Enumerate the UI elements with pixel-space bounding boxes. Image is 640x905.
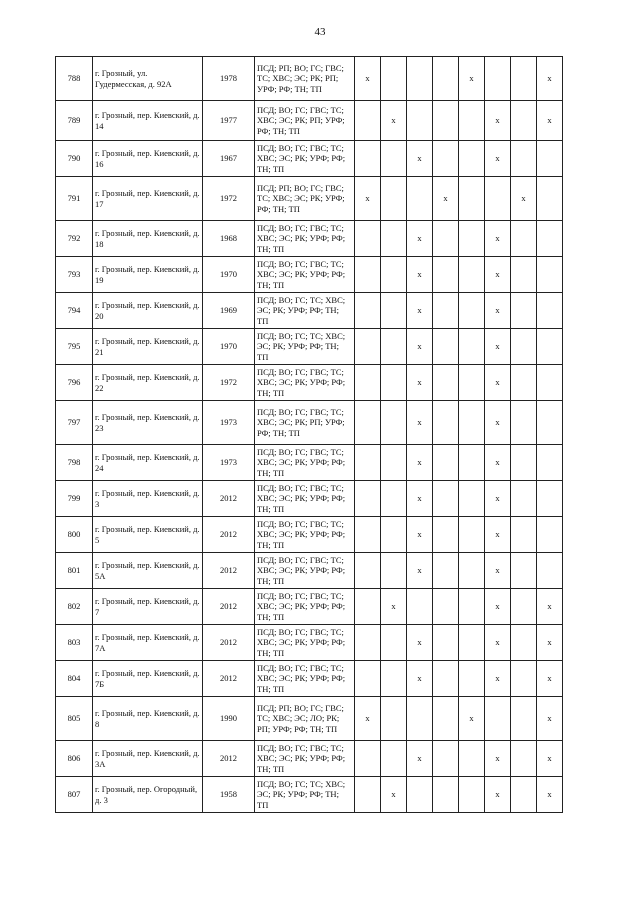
row-number-cell: 794 bbox=[56, 293, 93, 329]
mark-cell bbox=[355, 481, 381, 517]
row-number-cell: 797 bbox=[56, 401, 93, 445]
mark-cell: х bbox=[485, 517, 511, 553]
mark-cell: х bbox=[537, 101, 563, 141]
mark-cell: х bbox=[407, 481, 433, 517]
table-row bbox=[56, 329, 586, 365]
address-cell: г. Грозный, пер. Киевский, д. 8 bbox=[93, 697, 203, 741]
mark-cell bbox=[459, 177, 485, 221]
mark-cell bbox=[433, 553, 459, 589]
mark-cell bbox=[537, 553, 563, 589]
mark-cell bbox=[355, 101, 381, 141]
mark-cell: х bbox=[407, 401, 433, 445]
mark-cell bbox=[355, 553, 381, 589]
mark-cell bbox=[355, 257, 381, 293]
works-list-cell: ПСД; ВО; ГС; ГВС; ТС; ХВС; ЭС; РК; УРФ; РФ; ТН; ТП bbox=[255, 553, 355, 589]
works-list-cell: ПСД; ВО; ГС; ГВС; ТС; ХВС; ЭС; РК; УРФ; РФ; ТН; ТП bbox=[255, 445, 355, 481]
mark-cell bbox=[485, 697, 511, 741]
address-cell: г. Грозный, пер. Киевский, д. 5А bbox=[93, 553, 203, 589]
mark-cell bbox=[459, 741, 485, 777]
mark-cell bbox=[355, 517, 381, 553]
works-list-cell: ПСД; ВО; ГС; ГВС; ТС; ХВС; ЭС; РК; УРФ; РФ; ТН; ТП bbox=[255, 625, 355, 661]
mark-cell bbox=[433, 661, 459, 697]
works-list-cell: ПСД; ВО; ГС; ГВС; ТС; ХВС; ЭС; РК; УРФ; РФ; ТН; ТП bbox=[255, 141, 355, 177]
works-list-cell: ПСД; ВО; ГС; ГВС; ТС; ХВС; ЭС; РК; РП; УРФ; РФ; ТН; ТП bbox=[255, 401, 355, 445]
address-cell: г. Грозный, пер. Огородный, д. 3 bbox=[93, 777, 203, 813]
row-number-cell: 791 bbox=[56, 177, 93, 221]
mark-cell bbox=[511, 697, 537, 741]
mark-cell: х bbox=[355, 697, 381, 741]
mark-cell bbox=[381, 177, 407, 221]
year-cell: 1972 bbox=[203, 177, 255, 221]
mark-cell bbox=[511, 365, 537, 401]
works-list-cell: ПСД; ВО; ГС; ГВС; ТС; ХВС; ЭС; РК; УРФ; РФ; ТН; ТП bbox=[255, 661, 355, 697]
row-number-cell: 799 bbox=[56, 481, 93, 517]
mark-cell bbox=[459, 589, 485, 625]
mark-cell bbox=[355, 141, 381, 177]
year-cell: 2012 bbox=[203, 553, 255, 589]
year-cell: 1970 bbox=[203, 329, 255, 365]
mark-cell bbox=[381, 661, 407, 697]
mark-cell bbox=[433, 481, 459, 517]
mark-cell bbox=[459, 445, 485, 481]
mark-cell bbox=[381, 221, 407, 257]
mark-cell: х bbox=[537, 625, 563, 661]
mark-cell bbox=[433, 741, 459, 777]
address-cell: г. Грозный, пер. Киевский, д. 14 bbox=[93, 101, 203, 141]
page-number: 43 bbox=[314, 26, 326, 38]
year-cell: 2012 bbox=[203, 625, 255, 661]
address-cell: г. Грозный, пер. Киевский, д. 20 bbox=[93, 293, 203, 329]
table-row bbox=[56, 101, 586, 141]
mark-cell bbox=[381, 697, 407, 741]
table-row bbox=[56, 481, 586, 517]
mark-cell bbox=[459, 517, 485, 553]
row-number-cell: 796 bbox=[56, 365, 93, 401]
mark-cell bbox=[511, 517, 537, 553]
mark-cell: х bbox=[485, 141, 511, 177]
row-number-cell: 800 bbox=[56, 517, 93, 553]
works-list-cell: ПСД; РП; ВО; ГС; ГВС; ТС; ХВС; ЭС; ЛО; РК; РП; УРФ; РФ; ТН; ТП bbox=[255, 697, 355, 741]
address-cell: г. Грозный, пер. Киевский, д. 23 bbox=[93, 401, 203, 445]
works-list-cell: ПСД; ВО; ГС; ГВС; ТС; ХВС; ЭС; РК; УРФ; РФ; ТН; ТП bbox=[255, 257, 355, 293]
mark-cell bbox=[511, 401, 537, 445]
mark-cell bbox=[381, 329, 407, 365]
mark-cell: х bbox=[407, 445, 433, 481]
mark-cell bbox=[381, 625, 407, 661]
mark-cell bbox=[381, 481, 407, 517]
mark-cell bbox=[355, 661, 381, 697]
mark-cell bbox=[433, 257, 459, 293]
table-row bbox=[56, 401, 586, 445]
housing-registry-table bbox=[55, 56, 586, 813]
mark-cell bbox=[511, 589, 537, 625]
row-number-cell: 806 bbox=[56, 741, 93, 777]
row-number-cell: 802 bbox=[56, 589, 93, 625]
mark-cell bbox=[381, 141, 407, 177]
year-cell: 2012 bbox=[203, 481, 255, 517]
mark-cell bbox=[459, 329, 485, 365]
mark-cell: х bbox=[407, 293, 433, 329]
mark-cell bbox=[433, 589, 459, 625]
mark-cell bbox=[381, 445, 407, 481]
mark-cell bbox=[355, 589, 381, 625]
mark-cell bbox=[381, 57, 407, 101]
year-cell: 1977 bbox=[203, 101, 255, 141]
table-row bbox=[56, 553, 586, 589]
mark-cell bbox=[355, 293, 381, 329]
row-number-cell: 788 bbox=[56, 57, 93, 101]
table-row bbox=[56, 221, 586, 257]
mark-cell bbox=[355, 329, 381, 365]
mark-cell bbox=[433, 625, 459, 661]
mark-cell bbox=[355, 365, 381, 401]
mark-cell bbox=[459, 365, 485, 401]
mark-cell: х bbox=[381, 589, 407, 625]
mark-cell: х bbox=[485, 625, 511, 661]
mark-cell bbox=[511, 777, 537, 813]
mark-cell bbox=[537, 401, 563, 445]
mark-cell bbox=[537, 177, 563, 221]
year-cell: 2012 bbox=[203, 517, 255, 553]
mark-cell bbox=[433, 365, 459, 401]
year-cell: 2012 bbox=[203, 741, 255, 777]
mark-cell: х bbox=[511, 177, 537, 221]
mark-cell: х bbox=[537, 57, 563, 101]
mark-cell bbox=[433, 293, 459, 329]
address-cell: г. Грозный, пер. Киевский, д. 22 bbox=[93, 365, 203, 401]
works-list-cell: ПСД; ВО; ГС; ГВС; ТС; ХВС; ЭС; РК; УРФ; РФ; ТН; ТП bbox=[255, 365, 355, 401]
mark-cell bbox=[459, 481, 485, 517]
table-row bbox=[56, 177, 586, 221]
mark-cell: х bbox=[485, 221, 511, 257]
mark-cell: х bbox=[485, 293, 511, 329]
year-cell: 1978 bbox=[203, 57, 255, 101]
address-cell: г. Грозный, пер. Киевский, д. 7 bbox=[93, 589, 203, 625]
mark-cell bbox=[433, 101, 459, 141]
mark-cell: х bbox=[459, 697, 485, 741]
row-number-cell: 805 bbox=[56, 697, 93, 741]
row-number-cell: 795 bbox=[56, 329, 93, 365]
mark-cell bbox=[433, 141, 459, 177]
mark-cell bbox=[511, 329, 537, 365]
mark-cell bbox=[511, 445, 537, 481]
mark-cell: х bbox=[485, 553, 511, 589]
mark-cell bbox=[459, 553, 485, 589]
mark-cell bbox=[459, 661, 485, 697]
works-list-cell: ПСД; ВО; ГС; ГВС; ТС; ХВС; ЭС; РК; УРФ; РФ; ТН; ТП bbox=[255, 517, 355, 553]
table-row bbox=[56, 257, 586, 293]
row-number-cell: 801 bbox=[56, 553, 93, 589]
address-cell: г. Грозный, пер. Киевский, д. 21 bbox=[93, 329, 203, 365]
mark-cell bbox=[433, 329, 459, 365]
mark-cell bbox=[459, 777, 485, 813]
mark-cell bbox=[459, 401, 485, 445]
mark-cell: х bbox=[381, 101, 407, 141]
mark-cell: х bbox=[407, 553, 433, 589]
address-cell: г. Грозный, пер. Киевский, д. 24 bbox=[93, 445, 203, 481]
mark-cell bbox=[459, 141, 485, 177]
mark-cell bbox=[433, 697, 459, 741]
mark-cell bbox=[485, 177, 511, 221]
mark-cell bbox=[381, 365, 407, 401]
mark-cell bbox=[381, 401, 407, 445]
year-cell: 1967 bbox=[203, 141, 255, 177]
year-cell: 2012 bbox=[203, 661, 255, 697]
works-list-cell: ПСД; РП; ВО; ГС; ГВС; ТС; ХВС; ЭС; РК; РП; УРФ; РФ; ТН; ТП bbox=[255, 57, 355, 101]
mark-cell bbox=[537, 293, 563, 329]
year-cell: 1969 bbox=[203, 293, 255, 329]
mark-cell: х bbox=[485, 365, 511, 401]
mark-cell bbox=[407, 57, 433, 101]
mark-cell: х bbox=[459, 57, 485, 101]
mark-cell bbox=[433, 57, 459, 101]
mark-cell bbox=[381, 257, 407, 293]
table-row bbox=[56, 293, 586, 329]
mark-cell bbox=[511, 221, 537, 257]
mark-cell bbox=[459, 257, 485, 293]
mark-cell: х bbox=[407, 517, 433, 553]
mark-cell: х bbox=[537, 661, 563, 697]
mark-cell bbox=[511, 481, 537, 517]
address-cell: г. Грозный, ул. Гудермесская, д. 92А bbox=[93, 57, 203, 101]
mark-cell bbox=[511, 141, 537, 177]
year-cell: 1972 bbox=[203, 365, 255, 401]
mark-cell: х bbox=[537, 697, 563, 741]
mark-cell: х bbox=[537, 589, 563, 625]
year-cell: 1970 bbox=[203, 257, 255, 293]
works-list-cell: ПСД; ВО; ГС; ТС; ХВС; ЭС; РК; УРФ; РФ; ТН; ТП bbox=[255, 293, 355, 329]
mark-cell bbox=[381, 517, 407, 553]
mark-cell bbox=[433, 445, 459, 481]
works-list-cell: ПСД; ВО; ГС; ГВС; ТС; ХВС; ЭС; РК; УРФ; РФ; ТН; ТП bbox=[255, 481, 355, 517]
mark-cell bbox=[355, 401, 381, 445]
mark-cell bbox=[537, 329, 563, 365]
address-cell: г. Грозный, пер. Киевский, д. 7А bbox=[93, 625, 203, 661]
mark-cell bbox=[511, 661, 537, 697]
mark-cell bbox=[537, 141, 563, 177]
mark-cell bbox=[511, 741, 537, 777]
mark-cell: х bbox=[537, 777, 563, 813]
mark-cell bbox=[407, 101, 433, 141]
table-row bbox=[56, 517, 586, 553]
mark-cell: х bbox=[407, 329, 433, 365]
mark-cell bbox=[407, 589, 433, 625]
mark-cell bbox=[407, 697, 433, 741]
mark-cell bbox=[433, 401, 459, 445]
address-cell: г. Грозный, пер. Киевский, д. 5 bbox=[93, 517, 203, 553]
mark-cell: х bbox=[407, 141, 433, 177]
mark-cell bbox=[355, 445, 381, 481]
works-list-cell: ПСД; РП; ВО; ГС; ГВС; ТС; ХВС; ЭС; РК; УРФ; РФ; ТН; ТП bbox=[255, 177, 355, 221]
mark-cell bbox=[537, 445, 563, 481]
mark-cell: х bbox=[485, 741, 511, 777]
mark-cell: х bbox=[433, 177, 459, 221]
works-list-cell: ПСД; ВО; ГС; ГВС; ТС; ХВС; ЭС; РК; УРФ; РФ; ТН; ТП bbox=[255, 221, 355, 257]
table-row bbox=[56, 57, 586, 101]
mark-cell: х bbox=[537, 741, 563, 777]
mark-cell: х bbox=[407, 741, 433, 777]
table-row bbox=[56, 365, 586, 401]
mark-cell: х bbox=[485, 589, 511, 625]
works-list-cell: ПСД; ВО; ГС; ГВС; ТС; ХВС; ЭС; РК; УРФ; РФ; ТН; ТП bbox=[255, 741, 355, 777]
works-list-cell: ПСД; ВО; ГС; ГВС; ТС; ХВС; ЭС; РК; РП; УРФ; РФ; ТН; ТП bbox=[255, 101, 355, 141]
mark-cell bbox=[355, 777, 381, 813]
mark-cell: х bbox=[407, 221, 433, 257]
mark-cell bbox=[407, 777, 433, 813]
mark-cell bbox=[407, 177, 433, 221]
mark-cell bbox=[459, 293, 485, 329]
mark-cell bbox=[433, 517, 459, 553]
row-number-cell: 789 bbox=[56, 101, 93, 141]
row-number-cell: 807 bbox=[56, 777, 93, 813]
mark-cell bbox=[459, 101, 485, 141]
mark-cell: х bbox=[485, 257, 511, 293]
works-list-cell: ПСД; ВО; ГС; ГВС; ТС; ХВС; ЭС; РК; УРФ; РФ; ТН; ТП bbox=[255, 589, 355, 625]
mark-cell bbox=[537, 365, 563, 401]
mark-cell bbox=[511, 553, 537, 589]
address-cell: г. Грозный, пер. Киевский, д. 17 bbox=[93, 177, 203, 221]
mark-cell bbox=[511, 257, 537, 293]
year-cell: 1973 bbox=[203, 401, 255, 445]
mark-cell bbox=[537, 221, 563, 257]
table-row bbox=[56, 741, 586, 777]
mark-cell bbox=[355, 221, 381, 257]
works-list-cell: ПСД; ВО; ГС; ТС; ХВС; ЭС; РК; УРФ; РФ; ТН; ТП bbox=[255, 329, 355, 365]
table-row bbox=[56, 141, 586, 177]
mark-cell bbox=[537, 257, 563, 293]
mark-cell bbox=[381, 293, 407, 329]
table-row bbox=[56, 777, 586, 813]
year-cell: 1968 bbox=[203, 221, 255, 257]
mark-cell bbox=[537, 481, 563, 517]
row-number-cell: 790 bbox=[56, 141, 93, 177]
mark-cell bbox=[511, 57, 537, 101]
address-cell: г. Грозный, пер. Киевский, д. 3 bbox=[93, 481, 203, 517]
mark-cell: х bbox=[407, 365, 433, 401]
mark-cell bbox=[381, 553, 407, 589]
address-cell: г. Грозный, пер. Киевский, д. 19 bbox=[93, 257, 203, 293]
table-row bbox=[56, 625, 586, 661]
mark-cell bbox=[355, 625, 381, 661]
mark-cell bbox=[459, 625, 485, 661]
mark-cell bbox=[433, 221, 459, 257]
year-cell: 1990 bbox=[203, 697, 255, 741]
mark-cell bbox=[511, 625, 537, 661]
table-row bbox=[56, 589, 586, 625]
year-cell: 2012 bbox=[203, 589, 255, 625]
table-row bbox=[56, 445, 586, 481]
mark-cell: х bbox=[485, 401, 511, 445]
mark-cell: х bbox=[485, 329, 511, 365]
mark-cell bbox=[355, 741, 381, 777]
row-number-cell: 792 bbox=[56, 221, 93, 257]
mark-cell: х bbox=[485, 661, 511, 697]
mark-cell: х bbox=[485, 481, 511, 517]
mark-cell bbox=[459, 221, 485, 257]
address-cell: г. Грозный, пер. Киевский, д. 18 bbox=[93, 221, 203, 257]
address-cell: г. Грозный, пер. Киевский, д. 7Б bbox=[93, 661, 203, 697]
table-row bbox=[56, 697, 586, 741]
mark-cell bbox=[537, 517, 563, 553]
row-number-cell: 793 bbox=[56, 257, 93, 293]
address-cell: г. Грозный, пер. Киевский, д. 16 bbox=[93, 141, 203, 177]
mark-cell: х bbox=[407, 625, 433, 661]
mark-cell: х bbox=[485, 101, 511, 141]
mark-cell: х bbox=[407, 257, 433, 293]
mark-cell bbox=[511, 293, 537, 329]
row-number-cell: 803 bbox=[56, 625, 93, 661]
mark-cell bbox=[433, 777, 459, 813]
mark-cell bbox=[511, 101, 537, 141]
year-cell: 1973 bbox=[203, 445, 255, 481]
year-cell: 1958 bbox=[203, 777, 255, 813]
address-cell: г. Грозный, пер. Киевский, д. 3А bbox=[93, 741, 203, 777]
row-number-cell: 798 bbox=[56, 445, 93, 481]
mark-cell: х bbox=[355, 177, 381, 221]
mark-cell: х bbox=[407, 661, 433, 697]
mark-cell: х bbox=[485, 445, 511, 481]
row-number-cell: 804 bbox=[56, 661, 93, 697]
mark-cell bbox=[485, 57, 511, 101]
mark-cell: х bbox=[485, 777, 511, 813]
table-row bbox=[56, 661, 586, 697]
works-list-cell: ПСД; ВО; ГС; ТС; ХВС; ЭС; РК; УРФ; РФ; ТН; ТП bbox=[255, 777, 355, 813]
mark-cell bbox=[381, 741, 407, 777]
mark-cell: х bbox=[355, 57, 381, 101]
mark-cell: х bbox=[381, 777, 407, 813]
